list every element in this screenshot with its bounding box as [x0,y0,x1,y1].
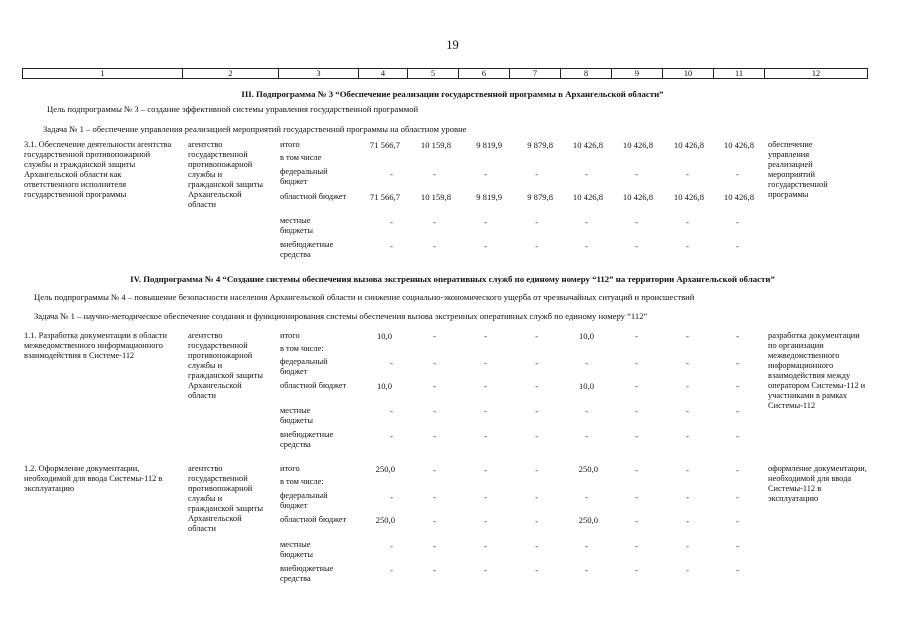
value-cell: 10 426,8 [723,192,754,202]
dash-cell: - [390,541,393,551]
value-cell: 10,0 [578,381,594,391]
dash-cell: - [686,465,689,475]
dash-cell: - [484,492,487,502]
fund-extra-label: внебюджетные средства [280,240,334,259]
fund-total-label: итого [280,331,300,340]
dash-cell: - [390,169,393,179]
dash-cell: - [585,431,588,441]
page-number: 19 [446,38,459,52]
col-header: 1 [23,69,183,79]
dash-cell: - [686,358,689,368]
dash-cell: - [686,406,689,416]
dash-cell: - [686,541,689,551]
dash-cell: - [635,431,638,441]
fund-incl-label: в том числе [280,153,322,162]
fund-local-label: местные бюджеты [280,406,314,425]
row-1-2-result: оформление документации, необходимой для ввода Системы-112 в эксплуатацию [768,464,867,503]
row-1-1-executor: агентство государственной противопожарной службы и гражданской защиты Архангельской области [188,331,263,400]
dash-cell: - [535,541,538,551]
dash-cell: - [535,217,538,227]
dash-cell: - [635,169,638,179]
row-1-2-executor: агентство государственной противопожарной службы и гражданской защиты Архангельской области [188,464,263,533]
dash-cell: - [433,465,436,475]
col-header: 5 [408,69,459,79]
dash-cell: - [635,406,638,416]
dash-cell: - [484,169,487,179]
row-3-1-executor: агентство государственной противопожарной службы и гражданской защиты Архангельской области [188,140,263,209]
value-cell: 10 426,8 [622,192,653,202]
dash-cell: - [433,406,436,416]
dash-cell: - [535,241,538,251]
fund-regional-label: областной бюджет [280,381,347,390]
dash-cell: - [736,465,739,475]
value-cell: 250,0 [578,515,598,525]
dash-cell: - [390,565,393,575]
dash-cell: - [635,241,638,251]
dash-cell: - [585,541,588,551]
dash-cell: - [686,241,689,251]
col-header: 7 [510,69,561,79]
dash-cell: - [433,492,436,502]
value-cell: 250,0 [578,464,598,474]
fund-regional-label: областной бюджет [280,192,347,201]
value-cell: 10 426,8 [572,140,603,150]
value-cell: 9 879,8 [527,192,553,202]
fund-total-label: итого [280,140,300,149]
dash-cell: - [433,516,436,526]
dash-cell: - [535,406,538,416]
value-cell: 9 879,8 [527,140,553,150]
value-cell: 250,0 [375,515,395,525]
dash-cell: - [635,358,638,368]
fund-regional-label: областной бюджет [280,515,347,524]
dash-cell: - [686,431,689,441]
col-header: 10 [663,69,714,79]
dash-cell: - [484,541,487,551]
dash-cell: - [686,492,689,502]
value-cell: 9 819,9 [476,140,502,150]
row-3-1-result: обеспечение управления реализацией мероприятий государственной программы [768,140,828,199]
row-1-1-name: 1.1. Разработка документации в области межведомственного информационного взаимодействия в Системе-112 [24,331,168,360]
fund-federal-label: федеральный бюджет [280,167,328,186]
fund-federal-label: федеральный бюджет [280,357,328,376]
value-cell: 10 426,8 [622,140,653,150]
col-header: 8 [561,69,612,79]
dash-cell: - [390,217,393,227]
dash-cell: - [484,431,487,441]
dash-cell: - [585,492,588,502]
dash-cell: - [635,492,638,502]
dash-cell: - [433,381,436,391]
dash-cell: - [736,241,739,251]
dash-cell: - [635,381,638,391]
dash-cell: - [484,516,487,526]
dash-cell: - [686,331,689,341]
row-1-1-result: разработка документации по организации межведомственного информационного взаимодействия между оператором Системы-112 и участниками в рамках Системы-112 [768,331,866,410]
fund-local-label: местные бюджеты [280,216,314,235]
subprogram-3-task: Задача № 1 – обеспечение управления реализацией мероприятий государственной программы на областном уровне [43,124,467,134]
dash-cell: - [635,541,638,551]
dash-cell: - [736,381,739,391]
value-cell: 250,0 [375,464,395,474]
value-cell: 10,0 [578,331,594,341]
value-cell: 10 426,8 [673,192,704,202]
dash-cell: - [433,241,436,251]
dash-cell: - [484,406,487,416]
dash-cell: - [433,565,436,575]
fund-incl-label: в том числе: [280,344,324,353]
dash-cell: - [635,516,638,526]
subprogram-3-goal: Цель подпрограммы № 3 – создание эффективной системы управления государственной программой [47,104,419,114]
col-header: 11 [714,69,765,79]
fund-extra-label: внебюджетные средства [280,564,334,583]
dash-cell: - [736,541,739,551]
dash-cell: - [736,169,739,179]
dash-cell: - [535,358,538,368]
subprogram-4-title: IV. Подпрограмма № 4 “Создание системы обеспечения вызова экстренных оперативных служб по единому номеру “112” на территории Архангельской области” [130,274,775,284]
dash-cell: - [390,431,393,441]
dash-cell: - [686,169,689,179]
dash-cell: - [686,381,689,391]
dash-cell: - [635,565,638,575]
dash-cell: - [433,358,436,368]
dash-cell: - [736,217,739,227]
dash-cell: - [484,358,487,368]
fund-local-label: местные бюджеты [280,540,314,559]
dash-cell: - [535,431,538,441]
col-header: 6 [459,69,510,79]
col-header: 4 [359,69,408,79]
dash-cell: - [736,565,739,575]
dash-cell: - [433,331,436,341]
dash-cell: - [535,331,538,341]
dash-cell: - [686,565,689,575]
fund-incl-label: в том числе: [280,477,324,486]
value-cell: 10,0 [376,331,392,341]
dash-cell: - [736,406,739,416]
dash-cell: - [484,241,487,251]
dash-cell: - [585,169,588,179]
dash-cell: - [433,431,436,441]
dash-cell: - [686,217,689,227]
dash-cell: - [535,516,538,526]
fund-federal-label: федеральный бюджет [280,491,328,510]
dash-cell: - [535,381,538,391]
value-cell: 9 819,9 [476,192,502,202]
value-cell: 10 426,8 [723,140,754,150]
dash-cell: - [433,217,436,227]
value-cell: 10 426,8 [572,192,603,202]
dash-cell: - [585,358,588,368]
dash-cell: - [535,465,538,475]
dash-cell: - [484,381,487,391]
subprogram-3-title: III. Подпрограмма № 3 “Обеспечение реализации государственной программы в Архангельской области” [241,89,664,99]
fund-extra-label: внебюджетные средства [280,430,334,449]
dash-cell: - [736,331,739,341]
col-header: 9 [612,69,663,79]
dash-cell: - [736,358,739,368]
dash-cell: - [585,565,588,575]
row-1-2-name: 1.2. Оформление документации, необходимой для ввода Системы-112 в эксплуатацию [24,464,163,493]
dash-cell: - [736,516,739,526]
value-cell: 10,0 [376,381,392,391]
dash-cell: - [585,241,588,251]
dash-cell: - [433,169,436,179]
dash-cell: - [484,465,487,475]
row-3-1-name: 3.1. Обеспечение деятельности агентства государственной противопожарной службы и гражданской защиты Архангельской области как ответственного исполнителя государственной программы [24,140,172,199]
value-cell: 71 566,7 [369,192,400,202]
dash-cell: - [390,492,393,502]
dash-cell: - [635,217,638,227]
dash-cell: - [736,431,739,441]
dash-cell: - [686,516,689,526]
dash-cell: - [484,331,487,341]
dash-cell: - [484,217,487,227]
value-cell: 10 159,8 [420,192,451,202]
dash-cell: - [585,406,588,416]
dash-cell: - [484,565,487,575]
col-header: 2 [183,69,279,79]
dash-cell: - [535,565,538,575]
value-cell: 71 566,7 [369,140,400,150]
subprogram-4-goal: Цель подпрограммы № 4 – повышение безопасности населения Архангельской области и снижение социально-экономического ущерба от чрезвычайных ситуаций и происшествий [34,292,695,302]
value-cell: 10 159,8 [420,140,451,150]
column-header-table [22,68,868,79]
dash-cell: - [635,465,638,475]
dash-cell: - [390,241,393,251]
dash-cell: - [535,169,538,179]
dash-cell: - [390,406,393,416]
dash-cell: - [585,217,588,227]
col-header: 12 [765,69,868,79]
dash-cell: - [390,358,393,368]
fund-total-label: итого [280,464,300,473]
dash-cell: - [736,492,739,502]
dash-cell: - [535,492,538,502]
subprogram-4-task: Задача № 1 – научно-методическое обеспечение создания и функционирования системы обеспечения вызова экстренных оперативных служб по единому номеру “112” [34,311,648,321]
dash-cell: - [635,331,638,341]
col-header: 3 [279,69,359,79]
value-cell: 10 426,8 [673,140,704,150]
dash-cell: - [433,541,436,551]
